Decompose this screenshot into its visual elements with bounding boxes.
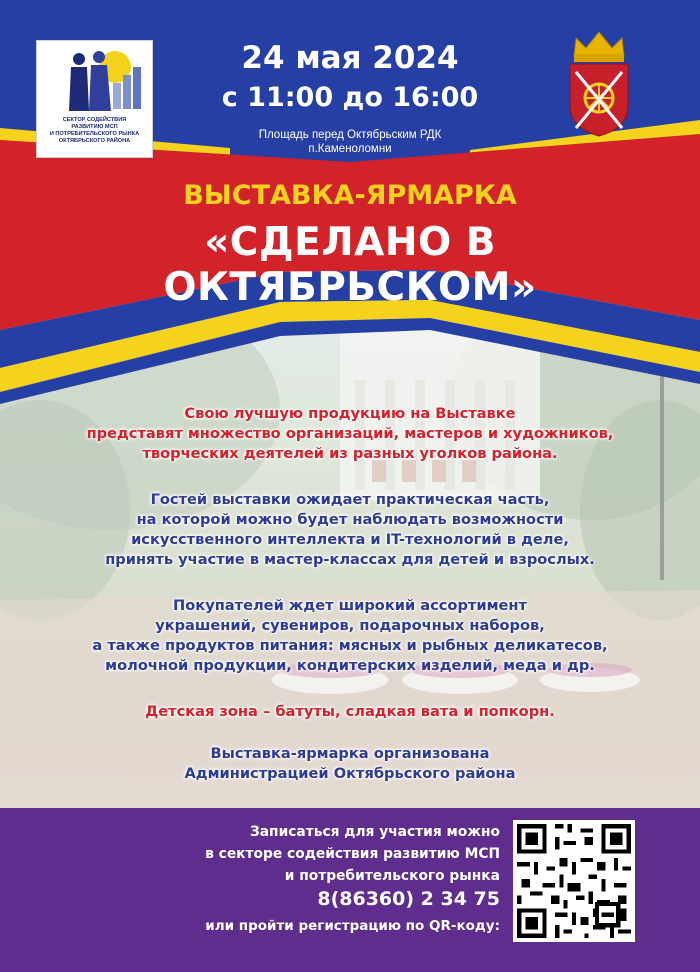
event-time: с 11:00 до 16:00	[221, 82, 479, 113]
paragraph-participants: Свою лучшую продукцию на Выставке представят множество организаций, мастеров и художников, творческих деятелей из разных уголков района.	[86, 405, 614, 462]
event-name-heading: «СДЕЛАНО В ОКТЯБРЬСКОМ»	[163, 220, 537, 310]
event-type-heading: ВЫСТАВКА-ЯРМАРКА	[183, 180, 517, 211]
event-place-line1: Площадь перед Октябрьским РДК	[258, 129, 442, 141]
registration-qr-code[interactable]	[513, 820, 635, 942]
footer-registration-line2: в секторе содействия развитию МСП	[205, 846, 500, 862]
logo-caption: СЕКТОР СОДЕЙСТВИЯ РАЗВИТИЮ МСП И ПОТРЕБИТЕЛЬСКОГО РЫНКА ОКТЯБРЬСКОГО РАЙОНА	[49, 117, 140, 144]
paragraph-organizer: Выставка-ярмарка организована Администрацией Октябрьского района	[184, 745, 516, 782]
paragraph-practical-part: Гостей выставки ожидает практическая часть, на которой можно будет наблюдать возможности искусственного интеллекта и IT-технологий в деле, принять участие в мастер-классах для детей и взрослых.	[105, 491, 595, 568]
footer-qr-hint: или пройти регистрацию по QR-коду:	[205, 918, 500, 934]
contact-phone[interactable]: 8(86360) 2 34 75	[317, 888, 500, 910]
coat-of-arms-crest-icon	[566, 28, 632, 138]
people-growth-logo-icon	[37, 41, 152, 117]
organization-logo	[36, 40, 153, 158]
event-date: 24 мая 2024	[241, 40, 459, 76]
footer-registration-line1: Записаться для участия можно	[249, 824, 500, 840]
footer-registration-line3: и потребительского рынка	[284, 868, 500, 884]
qr-code-icon	[513, 820, 635, 942]
event-place-line2: п.Каменоломни	[308, 143, 392, 155]
paragraph-kids-zone: Детская зона – батуты, сладкая вата и попкорн.	[145, 703, 555, 720]
paragraph-assortment: Покупателей ждет широкий ассортимент украшений, сувениров, подарочных наборов, а также продуктов питания: мясных и рыбных деликатесов, молочной продукции, кондитерских изделий, меда и др.	[92, 597, 608, 674]
